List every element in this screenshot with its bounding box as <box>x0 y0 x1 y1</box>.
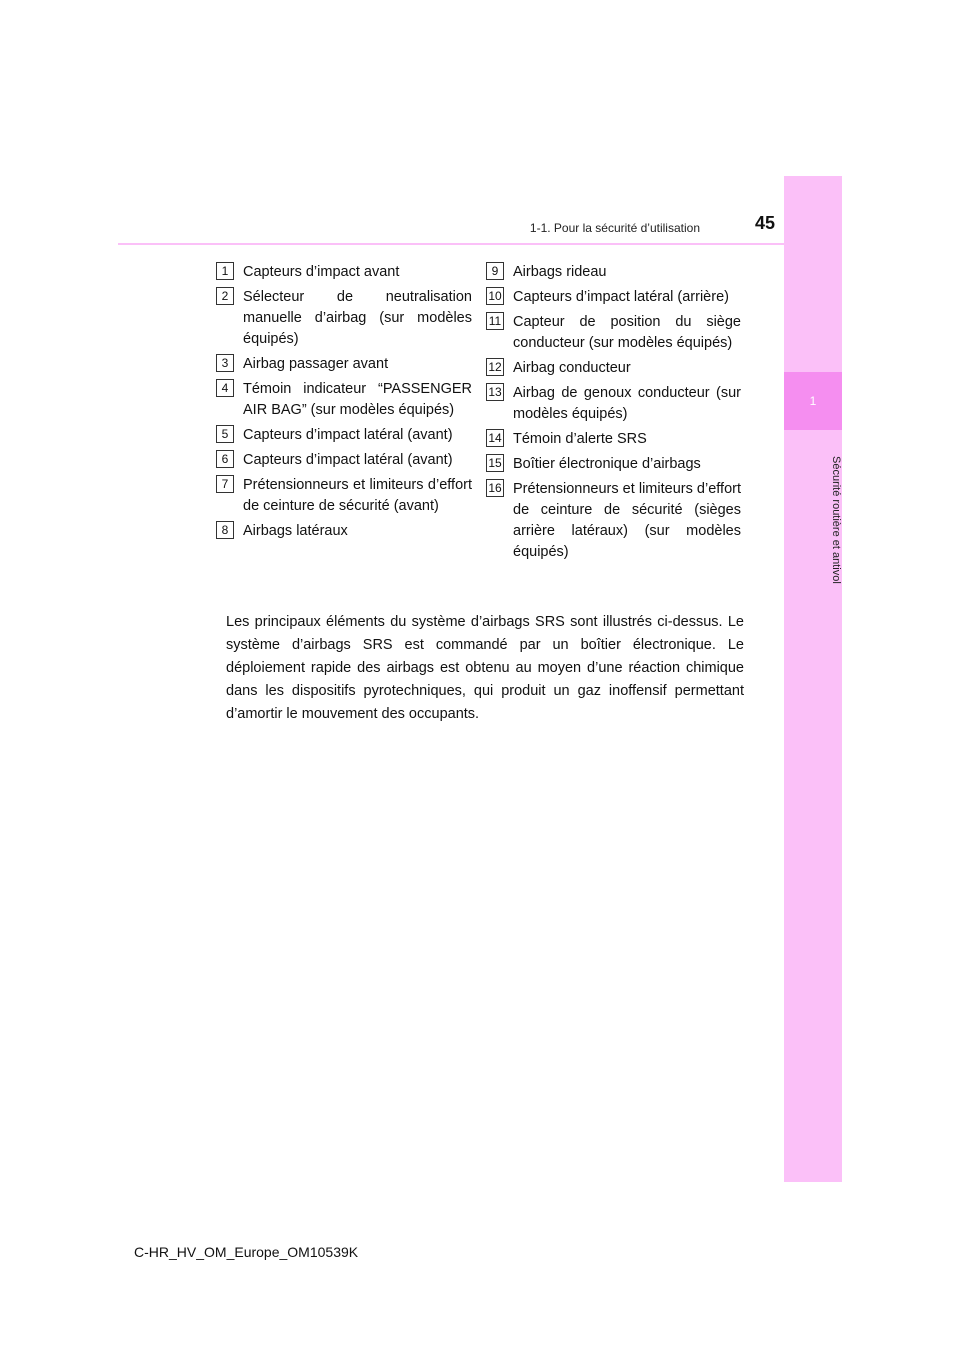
item-text: Prétensionneurs et limiteurs d’effort de ceinture de sécurité (avant) <box>243 477 472 514</box>
item-number-badge: 1 <box>216 262 234 280</box>
legend-right-column <box>486 262 741 567</box>
legend-left-column <box>216 262 472 546</box>
item-text: Témoin d’alerte SRS <box>513 431 647 447</box>
chapter-number: 1 <box>809 394 817 408</box>
item-text: Sélecteur de neutralisation manuelle d’airbag (sur modèles équipés) <box>243 289 472 347</box>
item-number-badge: 6 <box>216 450 234 468</box>
item-number-badge: 16 <box>486 479 504 497</box>
item-number-badge: 2 <box>216 287 234 305</box>
item-text: Airbag passager avant <box>243 356 389 372</box>
item-text: Prétensionneurs et limiteurs d’effort de ceinture de sécurité (sièges arrière latéraux) (sur modèles équipés) <box>513 481 741 560</box>
item-number-badge: 11 <box>486 312 504 330</box>
legend-item <box>216 521 472 542</box>
item-text: Capteur de position du siège conducteur (sur modèles équipés) <box>513 314 741 351</box>
legend-item <box>486 312 741 354</box>
legend-item <box>216 425 472 446</box>
item-number-badge: 8 <box>216 521 234 539</box>
chapter-title: Sécurité routière et antivol <box>830 456 842 584</box>
item-text: Capteurs d’impact latéral (avant) <box>243 452 453 468</box>
item-number-badge: 3 <box>216 354 234 372</box>
legend-item <box>216 379 472 421</box>
legend-item <box>486 358 741 379</box>
item-text: Airbags latéraux <box>243 523 348 539</box>
item-text: Témoin indicateur “PASSENGER AIR BAG” (sur modèles équipés) <box>243 381 472 418</box>
item-text: Capteurs d’impact latéral (arrière) <box>513 289 729 305</box>
item-text: Capteurs d’impact latéral (avant) <box>243 427 453 443</box>
legend-item <box>216 262 472 283</box>
item-text: Boîtier électronique d’airbags <box>513 456 701 472</box>
legend-item <box>486 429 741 450</box>
legend-item <box>486 262 741 283</box>
body-paragraph: Les principaux éléments du système d’airbags SRS sont illustrés ci-dessus. Le système d’airbags SRS est commandé par un boîtier électronique. Le déploiement rapide des airbags est obtenu au moyen d’une réaction chimique dans les dispositifs pyrotechniques, qui produit un gaz inoffensif permettant d’amortir le mouvement des occupants. <box>226 613 744 722</box>
item-text: Airbag conducteur <box>513 360 631 376</box>
item-number-badge: 15 <box>486 454 504 472</box>
legend-item <box>486 287 741 308</box>
item-number-badge: 7 <box>216 475 234 493</box>
chapter-side-tab <box>784 176 842 1182</box>
item-number-badge: 14 <box>486 429 504 447</box>
item-text: Airbags rideau <box>513 264 607 280</box>
item-number-badge: 5 <box>216 425 234 443</box>
legend-item <box>486 479 741 563</box>
item-number-badge: 4 <box>216 379 234 397</box>
legend-item <box>216 450 472 471</box>
item-text: Capteurs d’impact avant <box>243 264 400 280</box>
page-number: 45 <box>754 213 775 233</box>
item-text: Airbag de genoux conducteur (sur modèles équipés) <box>513 385 741 422</box>
footer-doc-id: C-HR_HV_OM_Europe_OM10539K <box>134 1244 359 1260</box>
item-number-badge: 12 <box>486 358 504 376</box>
legend-item <box>486 454 741 475</box>
section-title: 1-1. Pour la sécurité d’utilisation <box>529 221 700 235</box>
legend-item <box>486 383 741 425</box>
legend-item <box>216 354 472 375</box>
legend-item <box>216 475 472 517</box>
item-number-badge: 13 <box>486 383 504 401</box>
item-number-badge: 9 <box>486 262 504 280</box>
item-number-badge: 10 <box>486 287 504 305</box>
legend-item <box>216 287 472 350</box>
header-divider <box>118 243 842 245</box>
